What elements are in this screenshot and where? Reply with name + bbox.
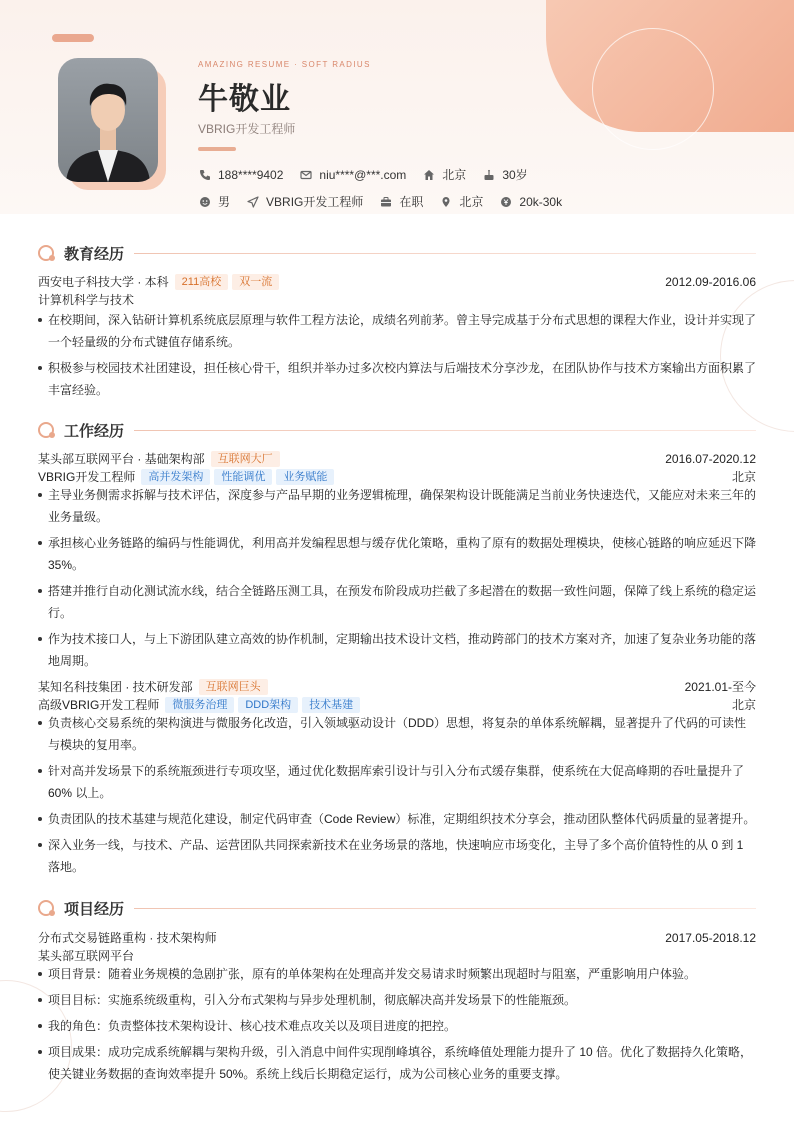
project-org: 某头部互联网平台 xyxy=(38,949,135,963)
phone-info: 188****9402 xyxy=(198,168,283,182)
work-section-header xyxy=(38,420,756,440)
job-bullet: 负责团队的技术基建与规范化建设，制定代码审查（Code Review）标准，定期组织技术分享会，推动团队整体代码质量的显著提升。 xyxy=(38,808,756,830)
mail-icon xyxy=(299,168,313,182)
candidate-name: 牛敬业 xyxy=(198,83,291,116)
employment-status-info: 在职 xyxy=(379,193,423,210)
job-location: 北京 xyxy=(731,470,756,484)
job-date: 2016.07-2020.12 xyxy=(665,451,756,466)
school-tag: 双一流 xyxy=(232,274,279,290)
status-row xyxy=(198,193,578,210)
project-org-row xyxy=(38,947,756,964)
age-info: 30岁 xyxy=(482,166,527,183)
salary-icon xyxy=(499,195,513,209)
gender-info: 男 xyxy=(198,193,230,210)
project-bullet: 我的角色：负责整体技术架构设计、核心技术难点攻关以及项目进度的把控。 xyxy=(38,1015,756,1037)
project-date: 2017.05-2018.12 xyxy=(665,930,756,945)
school-tag: 211高校 xyxy=(175,274,229,290)
section-divider xyxy=(134,430,756,431)
resume-tagline: AMAZING RESUME · SOFT RADIUS xyxy=(198,60,371,69)
job-location: 北京 xyxy=(731,698,756,712)
job-bullet: 搭建并推行自动化测试流水线，结合全链路压测工具，在预发布阶段成功拦截了多起潜在的数据一致性问题，保障了线上系统的稳定运行。 xyxy=(38,580,756,624)
job-company-row xyxy=(38,450,756,467)
project-bullet: 项目成果：成功完成系统解耦与架构升级，引入消息中间件实现削峰填谷，系统峰值处理能力提升了 10 倍。优化了数据持久化策略，使关键业务数据的查询效率提升 50%。系统上线后长期稳定运行，成为公司核心业务的重要支撑。 xyxy=(38,1041,756,1085)
phone-icon xyxy=(198,168,212,182)
briefcase-icon xyxy=(379,195,393,209)
education-section-header xyxy=(38,243,756,263)
project-name-row xyxy=(38,929,756,946)
school-name: 西安电子科技大学 · 本科 xyxy=(38,275,169,289)
company-name: 某头部互联网平台 · 基础架构部 xyxy=(38,452,205,466)
section-divider xyxy=(134,253,756,254)
project-bullet: 项目背景：随着业务规模的急剧扩张，原有的单体架构在处理高并发交易请求时频繁出现超时与阻塞，严重影响用户体验。 xyxy=(38,963,756,985)
company-tag: 互联网巨头 xyxy=(199,679,268,695)
contact-row xyxy=(198,166,544,183)
position-tag: 微服务治理 xyxy=(165,697,234,713)
job-bullet: 深入业务一线，与技术、产品、运营团队共同探索新技术在业务场景的落地，快速响应市场变化，主导了多个高价值特性的从 0 到 1 落地。 xyxy=(38,834,756,878)
city-info: 北京 xyxy=(422,166,466,183)
section-title: 教育经历 xyxy=(64,245,125,263)
project-bullet: 项目目标：实施系统级重构，引入分布式架构与异步处理机制，彻底解决高并发场景下的性能瓶颈。 xyxy=(38,989,756,1011)
job-position-row xyxy=(38,468,756,485)
education-major-row xyxy=(38,291,756,308)
job-bullet: 负责核心交易系统的架构演进与微服务化改造，引入领域驱动设计（DDD）思想，将复杂的单体系统解耦，显著提升了代码的可读性与模块的复用率。 xyxy=(38,712,756,756)
cake-icon xyxy=(482,168,496,182)
company-name: 某知名科技集团 · 技术研发部 xyxy=(38,680,193,694)
education-date: 2012.09-2016.06 xyxy=(665,274,756,289)
section-badge-icon xyxy=(38,421,56,439)
target-role-info: VBRIG开发工程师 xyxy=(246,193,363,210)
education-school-row xyxy=(38,273,756,290)
project-section-header xyxy=(38,898,756,918)
work-city-info: 北京 xyxy=(439,193,483,210)
decorative-circle xyxy=(592,28,714,150)
profile-photo xyxy=(58,58,158,182)
job-bullet: 针对高并发场景下的系统瓶颈进行专项攻坚，通过优化数据库索引设计与引入分布式缓存集群，使系统在大促高峰期的吞吐量提升了 60% 以上。 xyxy=(38,760,756,804)
position-tag: 高并发架构 xyxy=(141,469,210,485)
job-bullet: 作为技术接口人，与上下游团队建立高效的协作机制，定期输出技术设计文档，推动跨部门的技术方案对齐，加速了复杂业务功能的落地周期。 xyxy=(38,628,756,672)
accent-pill xyxy=(52,34,94,42)
accent-bar xyxy=(198,147,236,151)
position-tag: DDD架构 xyxy=(238,697,298,713)
education-bullet: 在校期间，深入钻研计算机系统底层原理与软件工程方法论，成绩名列前茅。曾主导完成基于分布式思想的课程大作业，设计并实现了一个轻量级的分布式键值存储系统。 xyxy=(38,309,756,353)
position-tag: 技术基建 xyxy=(302,697,360,713)
job-company-row xyxy=(38,678,756,695)
job-date: 2021.01-至今 xyxy=(684,680,756,694)
home-icon xyxy=(422,168,436,182)
position-name: 高级VBRIG开发工程师 xyxy=(38,698,160,712)
job-bullet: 承担核心业务链路的编码与性能调优，利用高并发编程思想与缓存优化策略，重构了原有的数据处理模块，使核心链路的响应延迟下降 35%。 xyxy=(38,532,756,576)
candidate-role: VBRIG开发工程师 xyxy=(198,122,296,136)
section-badge-icon xyxy=(38,899,56,917)
gender-icon xyxy=(198,195,212,209)
major-name: 计算机科学与技术 xyxy=(38,293,135,307)
job-position-row xyxy=(38,696,756,713)
position-tag: 性能调优 xyxy=(214,469,272,485)
section-divider xyxy=(134,908,756,909)
salary-info: 20k-30k xyxy=(499,195,562,209)
send-icon xyxy=(246,195,260,209)
job-bullet: 主导业务侧需求拆解与技术评估，深度参与产品早期的业务逻辑梳理，确保架构设计既能满足当前业务快速迭代，又能应对未来三年的业务量级。 xyxy=(38,484,756,528)
location-pin-icon xyxy=(439,195,453,209)
position-tag: 业务赋能 xyxy=(276,469,334,485)
education-bullet: 积极参与校园技术社团建设，担任核心骨干，组织并举办过多次校内算法与后端技术分享沙龙，在团队协作与技术方案输出方面积累了丰富经验。 xyxy=(38,357,756,401)
section-badge-icon xyxy=(38,244,56,262)
project-name: 分布式交易链路重构 · 技术架构师 xyxy=(38,931,217,945)
section-title: 工作经历 xyxy=(64,422,125,440)
section-title: 项目经历 xyxy=(64,900,125,918)
position-name: VBRIG开发工程师 xyxy=(38,470,136,484)
company-tag: 互联网大厂 xyxy=(211,451,280,467)
email-info: niu****@***.com xyxy=(299,168,406,182)
resume-header xyxy=(0,0,794,214)
